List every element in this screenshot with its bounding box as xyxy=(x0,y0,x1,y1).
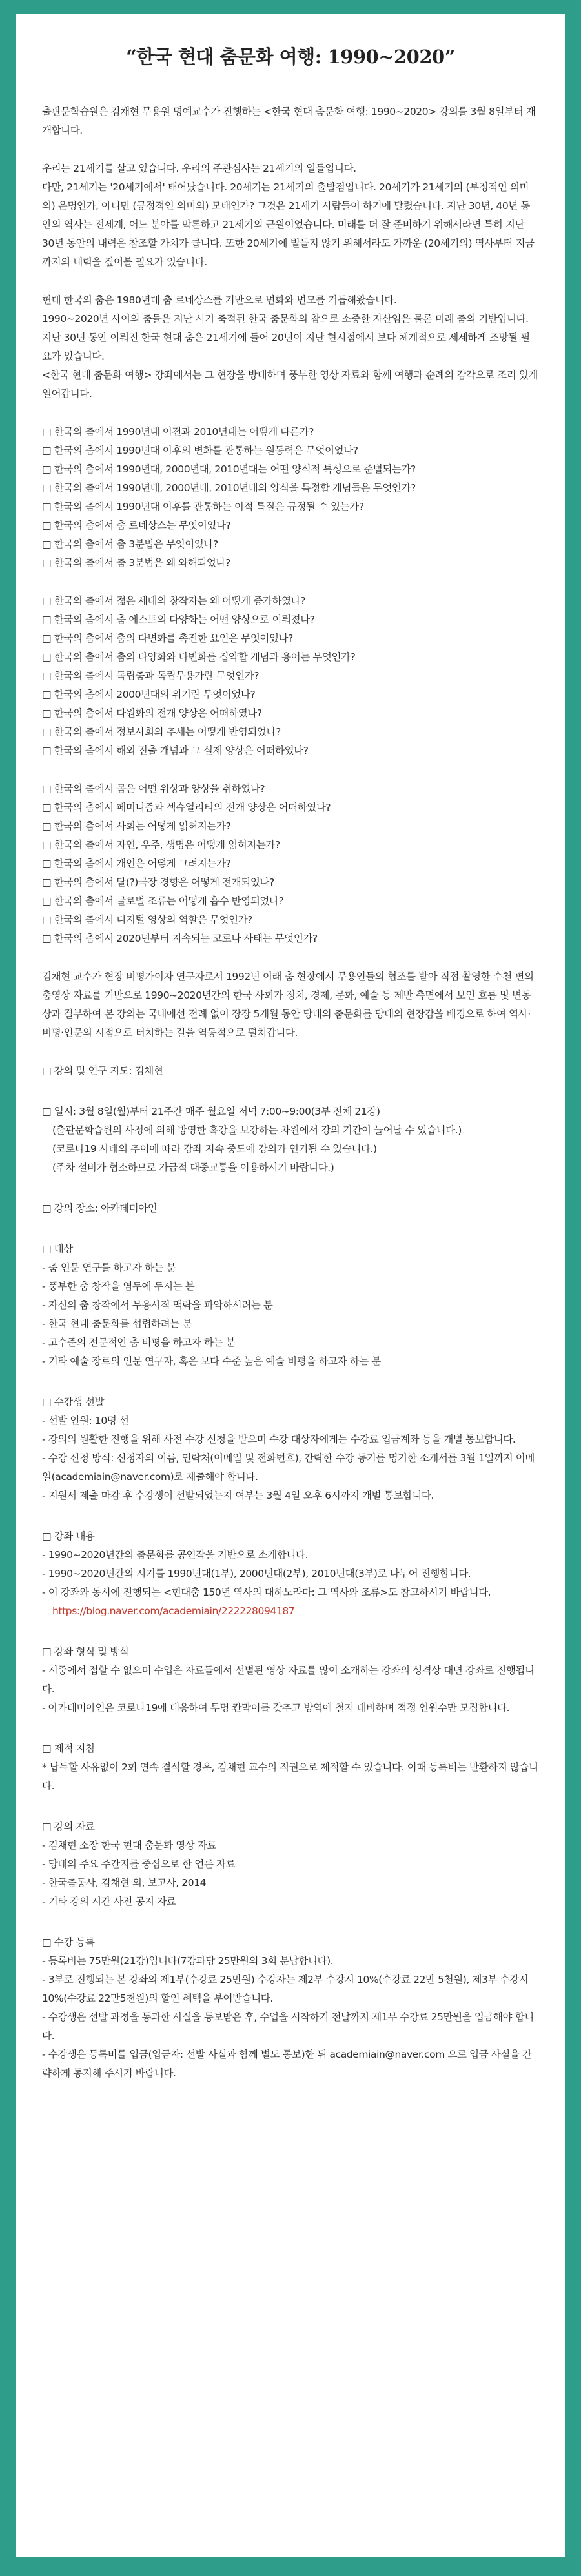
target-title: □ 대상 xyxy=(42,1243,73,1255)
venue-section xyxy=(42,1199,539,1218)
format-title: □ 강좌 형식 및 방식 xyxy=(42,1646,129,1658)
question-item: □ 한국의 춤에서 다원화의 전개 양상은 어떠하였나? xyxy=(42,707,262,719)
question-list-3 xyxy=(42,780,539,948)
question-item: □ 한국의 춤에서 춤 에스트의 다양화는 어떤 양상으로 이뤄졌나? xyxy=(42,614,315,625)
page-title: “한국 현대 춤문화 여행: 1990~2020” xyxy=(126,46,455,68)
selection-title: □ 수강생 선발 xyxy=(42,1396,105,1408)
question-item: □ 한국의 춤에서 춤 르네상스는 무엇이었나? xyxy=(42,520,231,531)
overview-line: 현대 한국의 춤은 1980년대 춤 르네상스를 기반으로 변화와 변모를 거듭해왔습니다. xyxy=(42,294,397,306)
question-item: □ 한국의 춤에서 몸은 어떤 위상과 양상을 취하였나? xyxy=(42,783,265,795)
target-line: - 자신의 춤 창작에서 무용사적 맥락을 파악하시려는 분 xyxy=(42,1299,273,1311)
selection-line: - 선발 인원: 10명 선 xyxy=(42,1415,129,1426)
question-item: □ 한국의 춤에서 춤의 다양화와 다변화를 집약할 개념과 용어는 무엇인가? xyxy=(42,651,356,663)
venue-title: □ 강의 장소: 아카데미아인 xyxy=(42,1202,158,1214)
question-item: □ 한국의 춤에서 페미니즘과 섹슈얼리티의 전개 양상은 어떠하였나? xyxy=(42,802,331,813)
question-item: □ 한국의 춤에서 1990년대 이전과 2010년대는 어떻게 다른가? xyxy=(42,426,314,438)
selection-line: - 수강 신청 방식: 신청자의 이름, 연락처(이메일 및 전화번호), 간략한 수강 동기를 명기한 소개서를 3월 1일까지 이메일(academiain@naver.com)로 제출해야 합니다. xyxy=(42,1452,535,1483)
selection-section xyxy=(42,1393,539,1505)
context-paragraph xyxy=(42,159,539,272)
format-line: - 시중에서 접할 수 없으며 수업은 자료들에서 선별된 영상 자료를 많이 소개하는 강좌의 성격상 대면 강좌로 진행됩니다. xyxy=(42,1665,535,1695)
intro-text: 출판문학습원은 김채현 무용원 명예교수가 진행하는 <한국 현대 춤문화 여행: 1990~2020> 강의를 3월 8일부터 재개합니다. xyxy=(42,106,536,136)
target-line: - 춤 인문 연구를 하고자 하는 분 xyxy=(42,1262,176,1273)
materials-line: - 당대의 주요 주간지를 중심으로 한 언론 자료 xyxy=(42,1858,236,1870)
question-item: □ 한국의 춤에서 개인은 어떻게 그려지는가? xyxy=(42,858,231,869)
content-section xyxy=(42,1527,539,1621)
question-item: □ 한국의 춤에서 독립춤과 독립무용가란 무엇인가? xyxy=(42,670,260,682)
question-item: □ 한국의 춤에서 춤의 다변화를 촉진한 요인은 무엇이었나? xyxy=(42,633,293,644)
director-title: □ 강의 및 연구 지도: 김채현 xyxy=(42,1065,163,1077)
content-title: □ 강좌 내용 xyxy=(42,1530,95,1542)
content-line: - 1990~2020년간의 춤문화를 공연작을 기반으로 소개합니다. xyxy=(42,1549,309,1561)
schedule-section xyxy=(42,1102,539,1177)
question-item: □ 한국의 춤에서 사회는 어떻게 읽혀지는가? xyxy=(42,820,231,832)
context-line: 우리는 21세기를 살고 있습니다. 우리의 주관심사는 21세기의 일들입니다. xyxy=(42,163,356,174)
question-item: □ 한국의 춤에서 1990년대, 2000년대, 2010년대의 양식을 특정할 개념들은 무엇인가? xyxy=(42,482,416,494)
registration-line: - 수강생은 등록비를 입금(입금자: 선발 사실과 함께 별도 통보)한 뒤 academiain@naver.com 으로 입금 사실을 간략하게 통지해 주시기 바랍니다. xyxy=(42,2049,532,2079)
format-line: - 아카데미아인은 코로나19에 대응하여 투명 칸막이를 갖추고 방역에 철저 대비하며 적정 인원수만 모집합니다. xyxy=(42,1702,510,1714)
question-item: □ 한국의 춤에서 디지털 영상의 역할은 무엇인가? xyxy=(42,914,253,926)
question-item: □ 한국의 춤에서 탈(?)극장 경향은 어떻게 전개되었나? xyxy=(42,877,274,888)
question-item: □ 한국의 춤에서 2000년대의 위기란 무엇이었나? xyxy=(42,689,256,700)
intro-paragraph xyxy=(42,103,539,140)
materials-section xyxy=(42,1818,539,1911)
question-item: □ 한국의 춤에서 춤 3분법은 왜 와해되었나? xyxy=(42,557,230,569)
format-section xyxy=(42,1643,539,1718)
question-item: □ 한국의 춤에서 1990년대 이후를 관통하는 이적 특질은 규정될 수 있는가? xyxy=(42,501,364,512)
question-list-1 xyxy=(42,423,539,573)
instructor-text: 김채현 교수가 현장 비평가이자 연구자로서 1992년 이래 춤 현장에서 무용인들의 협조를 받아 직접 촬영한 수천 편의 춤영상 자료를 기반으로 1990~2020년간의 한국 사회가 정치, 경제, 문화, 예술 등 제반 측면에서 보인 흐름 및 변동상과 결부하여 본 강의는 국내에선 전례 없이 장장 5개월 동안 당대의 춤문화를 당대의 현장감을 배경으로 하여 역사·비평·인문의 시점으로 터치하는 길을 역동적으로 펼쳐갑니다. xyxy=(42,971,534,1039)
registration-title: □ 수강 등록 xyxy=(42,1936,95,1948)
selection-line: - 강의의 원활한 진행을 위해 사전 수강 신청을 받으며 수강 대상자에게는 수강료 입금계좌 등을 개별 통보합니다. xyxy=(42,1434,516,1445)
instructor-paragraph xyxy=(42,968,539,1042)
target-line: - 풍부한 춤 창작을 염두에 두시는 분 xyxy=(42,1281,195,1292)
overview-line: <한국 현대 춤문화 여행> 강좌에서는 그 현장을 방대하며 풍부한 영상 자료와 함께 여행과 순례의 감각으로 조리 있게 열어갑니다. xyxy=(42,369,538,400)
materials-line: - 기타 강의 시간 사전 공지 자료 xyxy=(42,1896,176,1907)
question-list-2 xyxy=(42,592,539,760)
content-line: - 이 강좌와 동시에 진행되는 <현대춤 150년 역사의 대하노라마: 그 역사와 조류>도 참고하시기 바랍니다. xyxy=(42,1587,491,1598)
schedule-note: (코로나19 사태의 추이에 따라 강좌 지속 중도에 강의가 연기될 수 있습니다.) xyxy=(52,1143,377,1155)
question-item: □ 한국의 춤에서 자연, 우주, 생명은 어떻게 읽혀지는가? xyxy=(42,839,280,851)
materials-title: □ 강의 자료 xyxy=(42,1821,95,1832)
question-item: □ 한국의 춤에서 정보사회의 추세는 어떻게 반영되었나? xyxy=(42,726,281,738)
target-section xyxy=(42,1240,539,1371)
overview-line: 1990~2020년 사이의 춤들은 지난 시기 축적된 한국 춤문화의 참으로 소중한 자산임은 물론 미래 춤의 기반입니다. 지난 30년 동안 이뤄진 한국 현대 춤은 21세기에 들어 20년이 지난 현시점에서 보다 체계적으로 세세하게 조망될 필요가 있습니다. xyxy=(42,313,530,362)
content-line: - 1990~2020년간의 시기를 1990년대(1부), 2000년대(2부), 2010년대(3부)로 나누어 진행합니다. xyxy=(42,1568,471,1579)
rules-section xyxy=(42,1739,539,1796)
article-page xyxy=(16,14,565,2557)
target-line: - 기타 예술 장르의 인문 연구자, 혹은 보다 수준 높은 예술 비평을 하고자 하는 분 xyxy=(42,1355,381,1367)
registration-line: - 등록비는 75만원(21강)입니다(7강과당 25만원의 3회 분납합니다). xyxy=(42,1955,334,1967)
registration-line: - 3부로 진행되는 본 강좌의 제1부(수강료 25만원) 수강자는 제2부 수강시 10%(수강료 22만 5천원), 제3부 수강시 10%(수강료 22만5천원)의 할인 혜택을 부여받습니다. xyxy=(42,1974,529,2004)
question-item: □ 한국의 춤에서 2020년부터 지속되는 코로나 사태는 무엇인가? xyxy=(42,933,318,944)
question-item: □ 한국의 춤에서 젊은 세대의 창작자는 왜 어떻게 증가하였나? xyxy=(42,595,306,607)
materials-line: - 한국춤통사, 김채현 외, 보고사, 2014 xyxy=(42,1877,207,1889)
rules-title: □ 제적 지침 xyxy=(42,1743,95,1754)
rules-line: * 납득할 사유없이 2회 연속 결석할 경우, 김채현 교수의 직권으로 제적할 수 있습니다. 이때 등록비는 반환하지 않습니다. xyxy=(42,1761,538,1792)
context-line: 다만, 21세기는 '20세기에서' 태어났습니다. 20세기는 21세기의 출발점입니다. 20세기가 21세기의 (부정적인 의미의) 운명인가, 아니면 (긍정적인 의미의) 모태인가? 그것은 21세기 사람들이 하기에 달렸습니다. 지난 30년, 40년 동안의 역사는 전세계, 어느 분야를 막론하고 21세기의 근원이었습니다. 미래를 더 잘 준비하기 위해서라면 특히 지난 30년 동안의 내력은 참조할 가치가 큽니다. 또한 20세기에 벌들지 않기 위해서라도 가까운 (20세기의) 역사부터 지금까지의 내력을 짚어볼 필요가 있습니다. xyxy=(42,181,535,268)
registration-section xyxy=(42,1933,539,2083)
question-item: □ 한국의 춤에서 글로벌 조류는 어떻게 흡수 반영되었나? xyxy=(42,895,284,907)
schedule-note: (주차 설비가 협소하므로 가급적 대중교통을 이용하시기 바랍니다.) xyxy=(52,1162,334,1173)
question-item: □ 한국의 춤에서 1990년대 이후의 변화를 관통하는 원동력은 무엇이었나? xyxy=(42,445,358,456)
course-overview-paragraph xyxy=(42,291,539,403)
selection-line: - 지원서 제출 마감 후 수강생이 선발되었는지 여부는 3월 4일 오후 6시까지 개별 통보합니다. xyxy=(42,1490,434,1501)
question-item: □ 한국의 춤에서 춤 3분법은 무엇이었나? xyxy=(42,538,218,550)
schedule-note: (출판문학습원의 사정에 의해 방영한 혹강을 보강하는 차원에서 강의 기간이 늘어날 수 있습니다.) xyxy=(52,1124,462,1136)
registration-line: - 수강생은 선발 과정을 통과한 사실을 통보받은 후, 수업을 시작하기 전날까지 제1부 수강료 25만원을 입금해야 합니다. xyxy=(42,2011,534,2042)
question-item: □ 한국의 춤에서 해외 진출 개념과 그 실제 양상은 어떠하였나? xyxy=(42,745,309,756)
question-item: □ 한국의 춤에서 1990년대, 2000년대, 2010년대는 어떤 양식적 특성으로 준별되는가? xyxy=(42,463,416,475)
materials-line: - 김채현 소장 한국 현대 춤문화 영상 자료 xyxy=(42,1840,217,1851)
target-line: - 고수준의 전문적인 춤 비평을 하고자 하는 분 xyxy=(42,1337,236,1348)
related-course-link[interactable]: https://blog.naver.com/academiain/222228094187 xyxy=(52,1605,295,1617)
director-section xyxy=(42,1062,539,1080)
target-line: - 한국 현대 춤문화를 섭렵하려는 분 xyxy=(42,1318,192,1330)
schedule-title: □ 일시: 3월 8일(월)부터 21주간 매주 월요일 저녁 7:00~9:00(3부 전체 21강) xyxy=(42,1106,380,1117)
